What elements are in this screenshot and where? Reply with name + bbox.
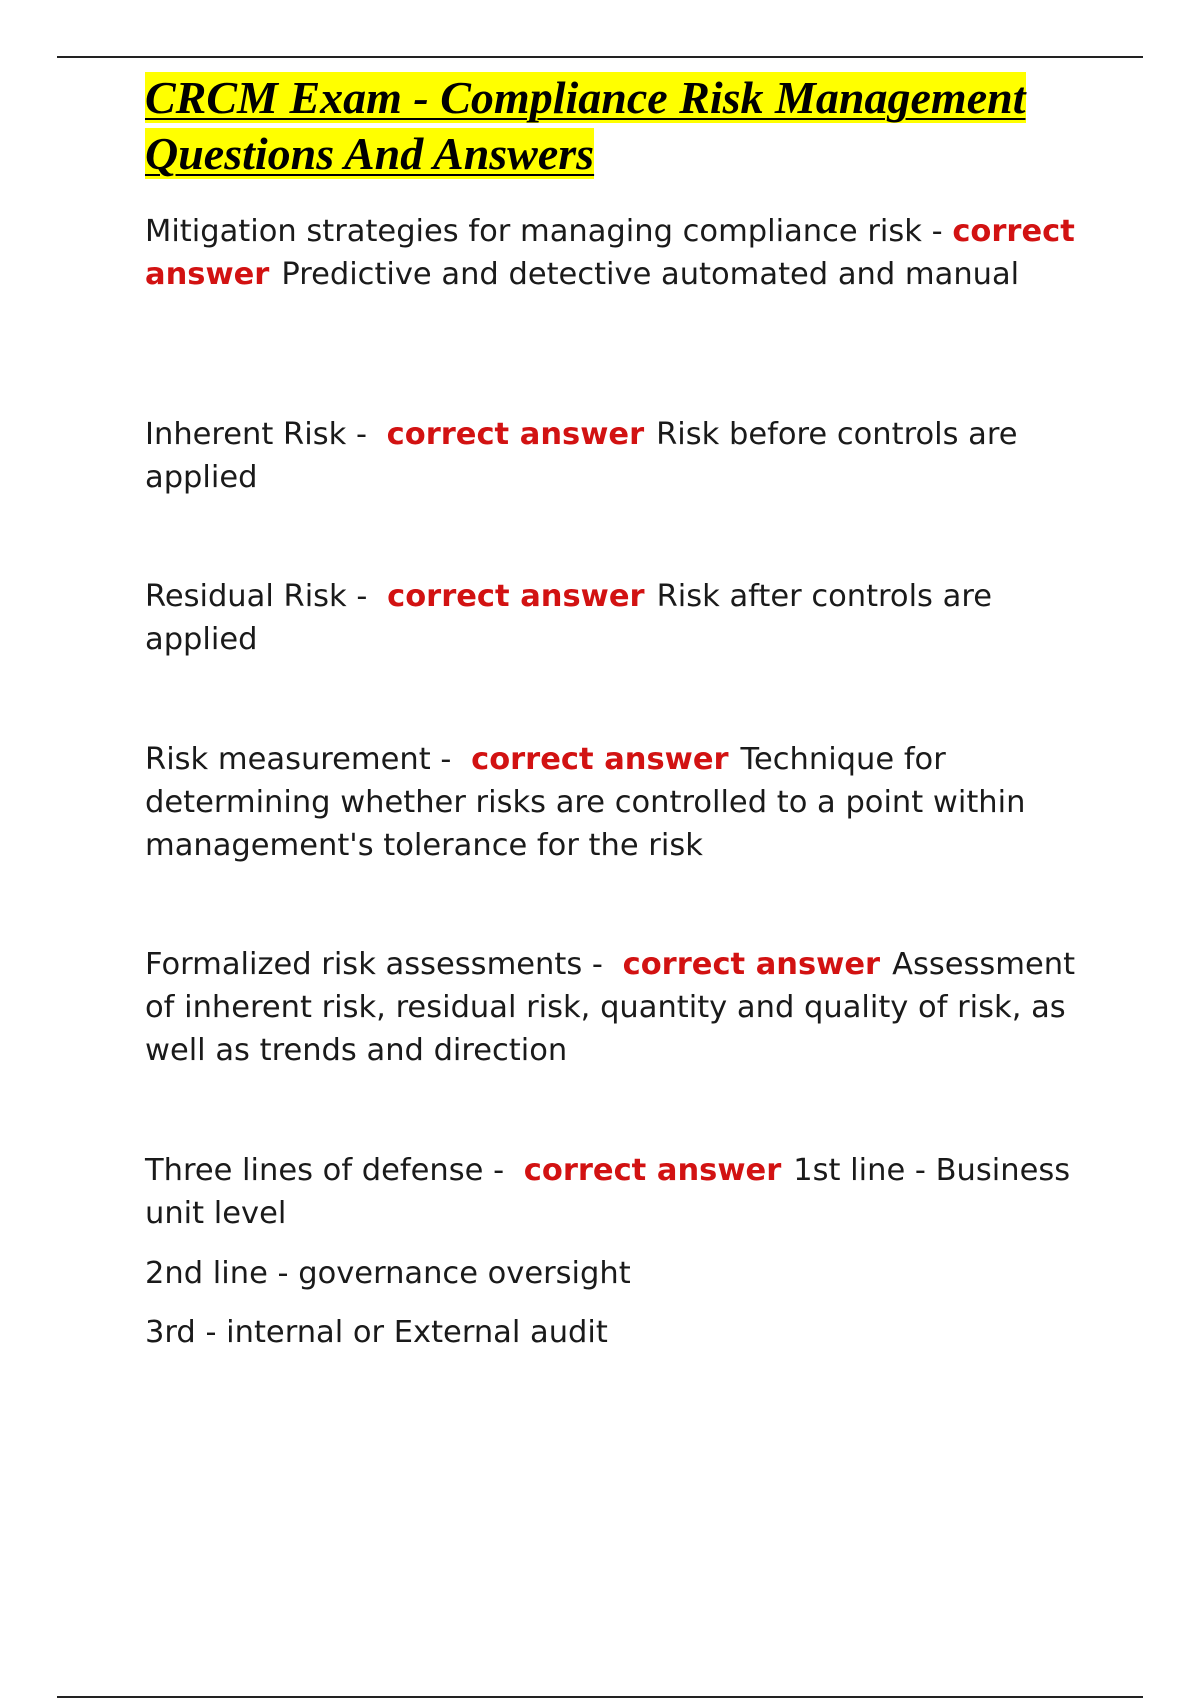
qa-item-risk-measurement: [145, 738, 1105, 867]
correct-answer-label: correct answer: [386, 417, 645, 452]
qa-answer: Predictive and detective automated and manual: [281, 257, 1020, 292]
qa-term: Inherent Risk -: [145, 417, 367, 452]
extra-line-second-defense: 2nd line - governance oversight: [145, 1256, 631, 1291]
extra-line-third-defense: 3rd - internal or External audit: [145, 1315, 608, 1350]
qa-answer: Risk before controls are applied: [145, 417, 1018, 495]
correct-answer-label: correct answer: [523, 1153, 782, 1188]
qa-answer: Assessment of inherent risk, residual risk, quantity and quality of risk, as well as trends and direction: [145, 947, 1076, 1068]
qa-term: Risk measurement -: [145, 742, 452, 777]
top-rule: [57, 56, 1143, 58]
qa-answer: Technique for determining whether risks are controlled to a point within management's tolerance for the risk: [145, 742, 1026, 863]
qa-term: Three lines of defense -: [145, 1153, 505, 1188]
qa-term: Formalized risk assessments -: [145, 947, 603, 982]
correct-answer-label: correct answer: [387, 579, 645, 614]
qa-term: Residual Risk -: [145, 579, 368, 614]
correct-answer-label: correct answer: [622, 947, 881, 982]
qa-item-formalized-risk-assessments: [145, 943, 1105, 1072]
bottom-rule: [57, 1696, 1143, 1698]
qa-term: Mitigation strategies for managing compliance risk -: [145, 214, 943, 249]
qa-answer: Risk after controls are applied: [145, 579, 992, 657]
correct-answer-label: correct answer: [145, 214, 1075, 292]
qa-item-inherent-risk: [145, 413, 1105, 499]
page-title: [145, 70, 1095, 182]
correct-answer-label: correct answer: [471, 742, 729, 777]
qa-item-three-lines-of-defense: [145, 1149, 1105, 1235]
page-title-text: CRCM Exam - Compliance Risk Management Questions And Answers: [145, 72, 1026, 179]
qa-item-residual-risk: [145, 575, 1105, 661]
qa-answer: 1st line - Business unit level: [145, 1153, 1071, 1231]
qa-item-mitigation-strategies: [145, 210, 1105, 296]
